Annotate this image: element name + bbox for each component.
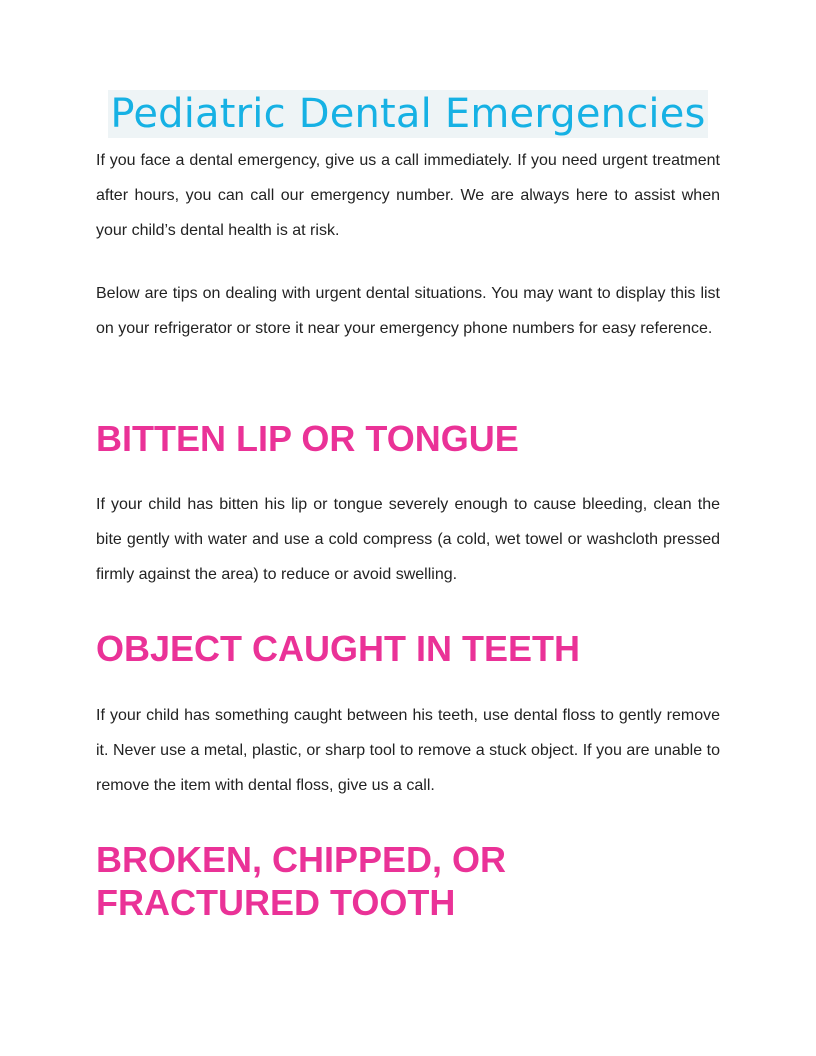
intro-paragraph-1: If you face a dental emergency, give us a call immediately. If you need urgent treatment after hours, you can call our emergency number. We are always here to assist when your child’s dental health is at risk. [96,152,720,239]
section-body-bitten-lip: If your child has bitten his lip or tongue severely enough to cause bleeding, clean the bite gently with water and use a cold compress (a cold, wet towel or washcloth pressed firmly against the area) to reduce or avoid swelling. [96,496,720,583]
section-heading-broken-tooth-line2: FRACTURED TOOTH [96,882,456,923]
section-body-object-caught: If your child has something caught between his teeth, use dental floss to gently remove it. Never use a metal, plastic, or sharp tool to remove a stuck object. If you are unable to remove the item with dental floss, give us a call. [96,707,720,794]
page-title-text: Pediatric Dental Emergencies [110,91,706,137]
section-heading-object-caught: OBJECT CAUGHT IN TEETH [96,628,581,669]
page-title [96,90,720,138]
section-heading-bitten-lip: BITTEN LIP OR TONGUE [96,418,519,459]
section-heading-broken-tooth [96,838,720,924]
section-heading-broken-tooth-line1: BROKEN, CHIPPED, OR [96,839,507,880]
intro-paragraph-2: Below are tips on dealing with urgent dental situations. You may want to display this list on your refrigerator or store it near your emergency phone numbers for easy reference. [96,285,720,337]
